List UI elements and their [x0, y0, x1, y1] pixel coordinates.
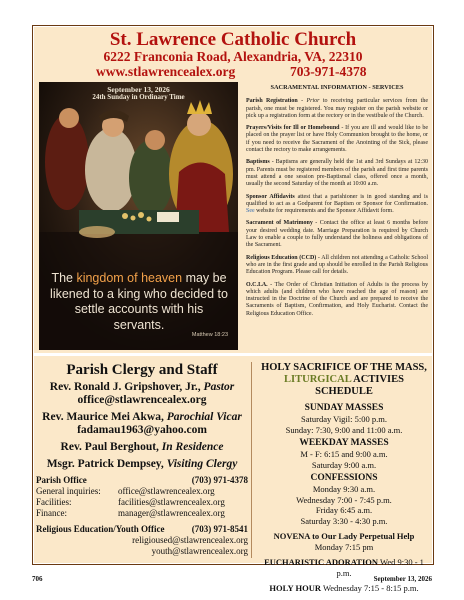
youth-email-youth[interactable]: youth@stlawrencealex.org: [151, 546, 248, 556]
sac-item-prayers: Prayers/Visits for Ill or Homebound - If you are ill and would like to be placed on the prayer list or have Holy Communion brought to the home, or if you need to receive the Sacrament of the Anointing of the Sick, please contact the rectory to make arrangements.: [246, 125, 428, 154]
contact-row: General inquiries: office@stlawrencealex.org: [36, 486, 215, 496]
sunday-vigil: Saturday Vigil: 5:00 p.m.: [301, 414, 387, 424]
confession-time: Wednesday 7:00 - 7:45 p.m.: [296, 494, 392, 505]
vicar-email[interactable]: fadamau1963@yahoo.com: [77, 424, 207, 436]
sac-item-religious-ed: Religious Education (CCD) - All children not attending a Catholic School who are in the first grade and up should be enrolled in the Parish Religious Education Program. Please call for details.: [246, 254, 428, 276]
residence-name: Rev. Paul Berghout, In Residence: [60, 441, 224, 453]
novena-time: Monday 7:15 pm: [314, 541, 374, 552]
adoration-row: EUCHARISTIC ADORATION Wed 9:30 - 1 p.m.: [264, 557, 424, 578]
church-address: 6222 Franconia Road, Alexandria, VA, 22310: [103, 49, 363, 64]
weekday-times: M - F: 6:15 and 9:00 a.m.: [300, 449, 388, 459]
sac-item-sponsor: Sponsor Affidavits attest that a parishioner is in good standing and is qualified to act as a Godparent for Baptism or Sponsor for Confirmation. See website for requirements and the Sponsor Affidavit form.: [246, 193, 428, 215]
contact-row: Facilities: facilities@stlawrencealex.org: [36, 497, 225, 507]
sunday-times: Sunday: 7:30, 9:00 and 11:00 a.m.: [285, 424, 403, 435]
novena-heading: NOVENA to Our Lady Perpetual Help: [273, 531, 415, 541]
youth-office-row: Religious Education/Youth Office (703) 971-8541: [36, 524, 248, 534]
youth-email-religioused[interactable]: religioused@stlawrencealex.org: [132, 535, 248, 545]
pastor-email[interactable]: office@stlawrencealex.org: [77, 394, 207, 406]
vicar-name: Rev. Maurice Mei Akwa, Parochial Vicar: [42, 411, 242, 423]
clergy-section: [36, 362, 248, 557]
sac-item-matrimony: Sacrament of Matrimony - Contact the office at least 6 months before your desired wedding date. Marriage Preparation is required by Church Law to enable a couple to fully understand the holiness and obligations of the Sacrament.: [246, 220, 428, 249]
page-number: 706: [32, 575, 43, 583]
church-name: St. Lawrence Catholic Church: [109, 29, 357, 50]
quote-start: The: [51, 271, 77, 285]
holy-hour-row: HOLY HOUR Wednesday 7:15 - 8:15 p.m.: [269, 583, 419, 593]
sacramental-info: [246, 84, 428, 323]
contact-row: Finance: manager@stlawrencealex.org: [36, 508, 225, 518]
pastor-name: Rev. Ronald J. Gripshover, Jr., Pastor: [49, 381, 235, 393]
confessions-heading: CONFESSIONS: [310, 473, 378, 483]
sac-item-registration: Parish Registration - Prior to receiving particular services from the parish, one must be registered. You may register on the parish website or pick up a registration form at the rectory or in the vestibule of the Church.: [246, 98, 429, 119]
schedule-subtitle: LITURGICAL ACTIVIES SCHEDULE: [284, 374, 404, 397]
confession-time: Monday 9:30 a.m.: [312, 484, 376, 494]
confession-time: Saturday 3:30 - 4:30 p.m.: [300, 515, 388, 526]
parish-office-row: Parish Office (703) 971-4378: [36, 475, 248, 485]
quote-end: may be likened to a king who decided to settle accounts with his servants.: [50, 271, 228, 332]
schedule-title: HOLY SACRIFICE OF THE MASS,: [261, 362, 427, 373]
church-phone: 703-971-4378: [290, 64, 367, 79]
column-divider: [251, 362, 252, 558]
saturday-time: Saturday 9:00 a.m.: [311, 459, 377, 470]
sunday-masses-heading: SUNDAY MASSES: [304, 403, 384, 413]
sacramental-heading: SACRAMENTAL INFORMATION - SERVICES: [270, 84, 404, 91]
visiting-name: Msgr. Patrick Dempsey, Visiting Clergy: [46, 458, 238, 470]
footer-date: September 13, 2026: [373, 575, 432, 583]
gospel-quote: [49, 271, 229, 333]
church-website[interactable]: www.stlawrencealex.org: [96, 64, 236, 79]
quote-highlight: kingdom of heaven: [76, 271, 183, 285]
artwork-date: September 13, 2026: [107, 85, 170, 94]
weekday-masses-heading: WEEKDAY MASSES: [299, 438, 389, 448]
sac-item-ocia: O.C.I.A. - The Order of Christian Initiation of Adults is the process by which adults (and children who have reached the age of reason) are instructed in the Doctrine of the Church and are prepared to receive the Sacraments of Baptism, Confirmation, and Holy Eucharist. Contact the Religious Education Office.: [246, 281, 429, 317]
quote-citation: Matthew 18:23: [191, 332, 228, 338]
see-link[interactable]: See: [246, 208, 255, 215]
schedule-section: [256, 362, 432, 594]
artwork-liturgical-day: 24th Sunday in Ordinary Time: [92, 93, 185, 101]
clergy-title: Parish Clergy and Staff: [66, 362, 218, 378]
gospel-artwork: [39, 82, 238, 350]
sac-item-baptisms: Baptisms - Baptisms are generally held the 1st and 3rd Sundays at 12:30 pm. Parents must be registered members of the parish and first time parents must attend a one session pre-Baptismal class, offered once a month, usually the second Saturday of the month at 10:00 a.m.: [246, 159, 429, 188]
confession-time: Friday 6:45 a.m.: [315, 505, 373, 515]
